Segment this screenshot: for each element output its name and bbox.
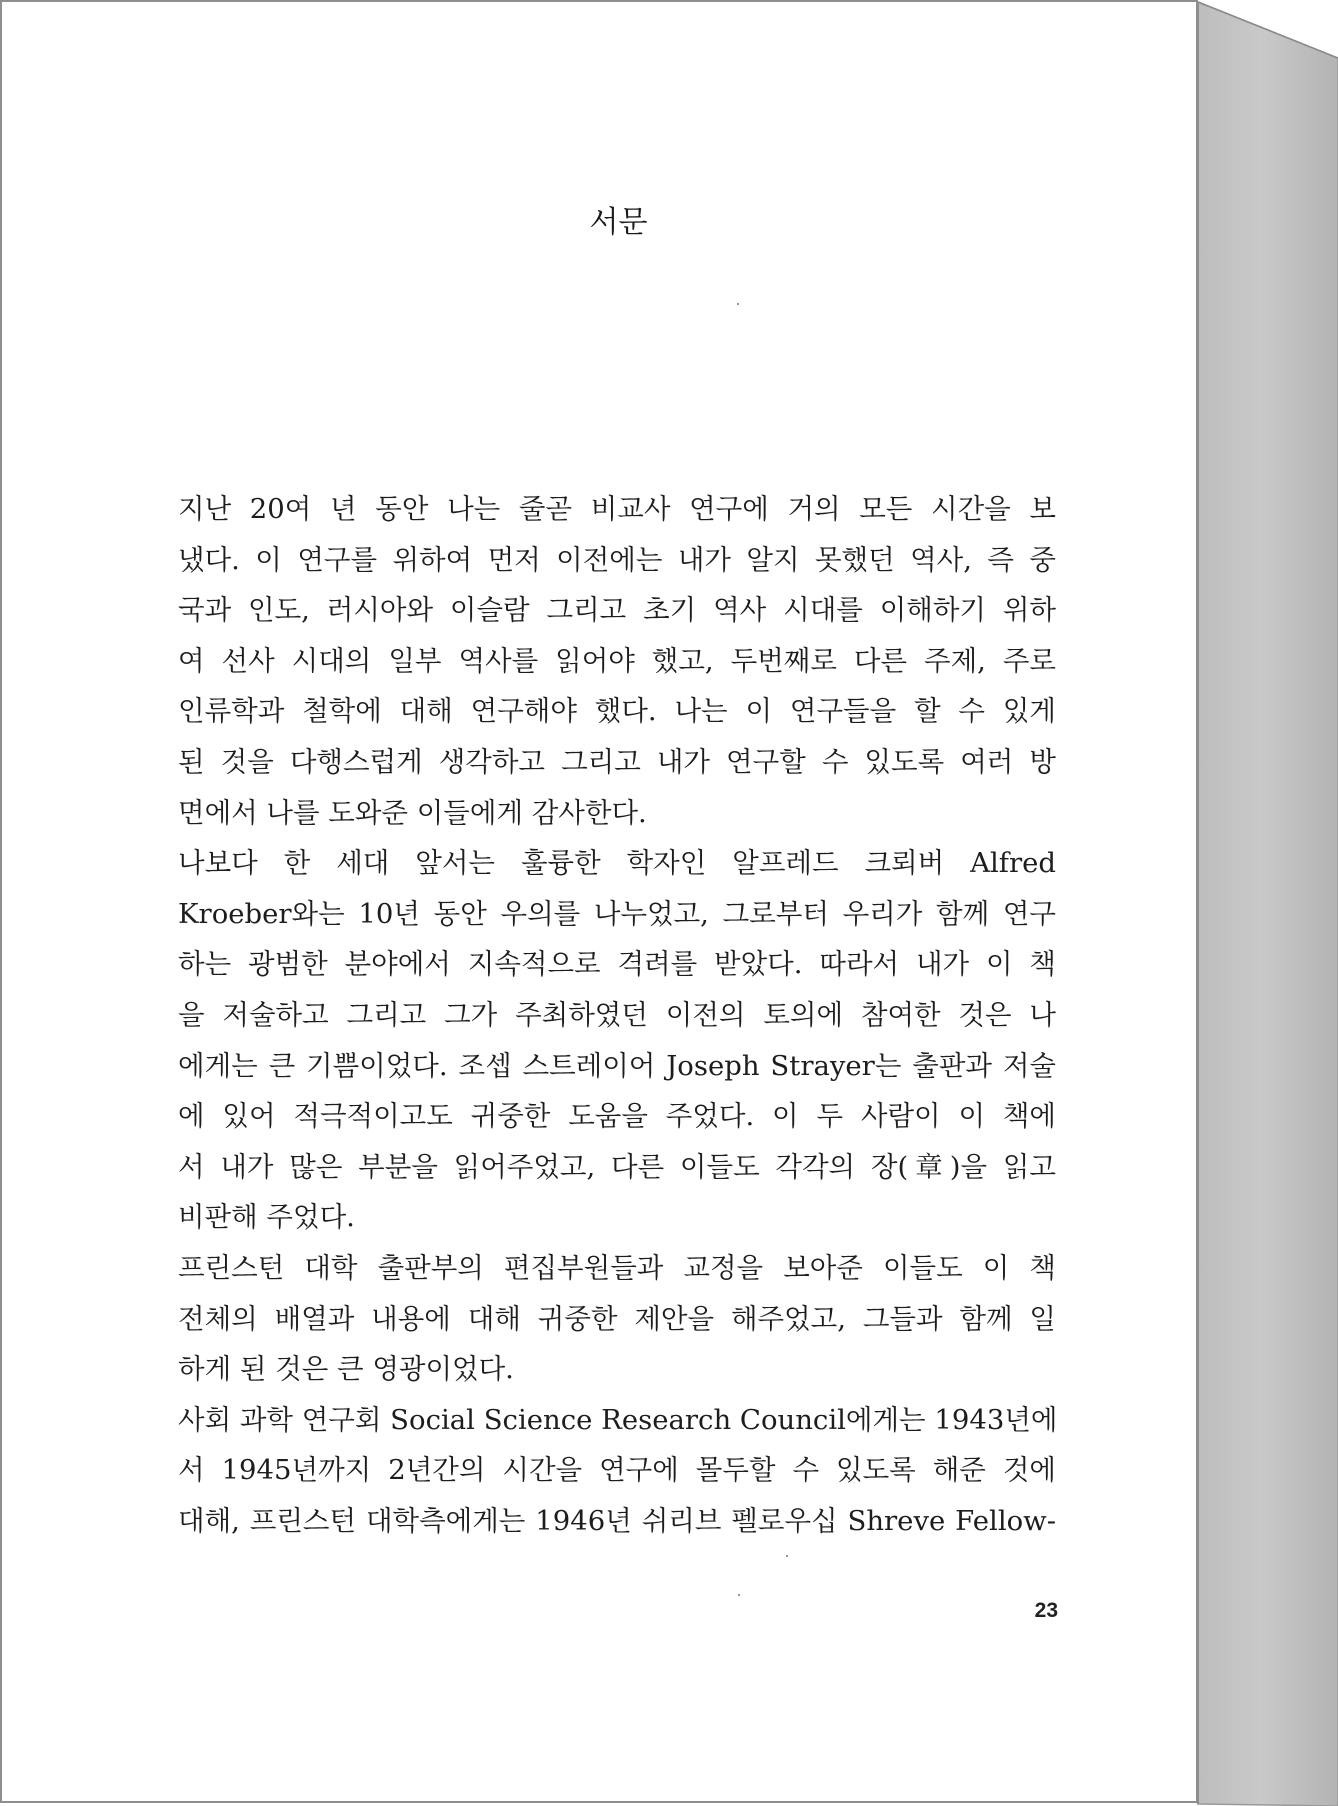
text-line: Kroeber와는 10년 동안 우의를 나누었고, 그로부터 우리가 함께 연구 (178, 897, 1056, 930)
text-line: 인류학과 철학에 대해 연구해야 했다. 나는 이 연구들을 할 수 있게 (178, 695, 1056, 728)
text-line: 비판해 주었다. (178, 1201, 355, 1234)
text-line: 에게는 큰 기쁨이었다. 조셉 스트레이어 Joseph Strayer는 출판과 저술 (178, 1049, 1056, 1082)
page-title: 서문 (589, 205, 648, 240)
text-line: 지난 20여 년 동안 나는 줄곧 비교사 연구에 거의 모든 시간을 보 (178, 493, 1056, 525)
text-line: 면에서 나를 도와준 이들에게 감사한다. (178, 796, 647, 829)
text-line: 에 있어 적극적이고도 귀중한 도움을 주었다. 이 두 사람이 이 책에 (178, 1100, 1056, 1133)
page-number: 23 (1034, 1599, 1058, 1622)
text-line: 서 내가 많은 부분을 읽어주었고, 다른 이들도 각각의 장(章)을 읽고 (178, 1150, 1056, 1183)
text-line: 프린스턴 대학 출판부의 편집부원들과 교정을 보아준 이들도 이 책 (178, 1251, 1056, 1284)
text-line: 대해, 프린스턴 대학측에게는 1946년 쉬리브 펠로우십 Shreve Fellow- (178, 1504, 1056, 1537)
scan-speck (737, 303, 739, 305)
text-line: 사회 과학 연구회 Social Science Research Council에게는 1943년에 (178, 1403, 1058, 1436)
text-line: 하게 된 것은 큰 영광이었다. (178, 1353, 514, 1386)
text-line: 나보다 한 세대 앞서는 훌륭한 학자인 알프레드 크뢰버 Alfred (178, 847, 1056, 880)
text-line: 전체의 배열과 내용에 대해 귀중한 제안을 해주었고, 그들과 함께 일 (178, 1302, 1056, 1335)
text-line: 서 1945년까지 2년간의 시간을 연구에 몰두할 수 있도록 해준 것에 (178, 1454, 1056, 1487)
scan-speck (738, 1594, 740, 1596)
text-line: 냈다. 이 연구를 위하여 먼저 이전에는 내가 알지 못했던 역사, 즉 중 (178, 543, 1056, 576)
text-line: 하는 광범한 분야에서 지속적으로 격려를 받았다. 따라서 내가 이 책 (178, 948, 1056, 981)
text-line: 여 선사 시대의 일부 역사를 읽어야 했고, 두번째로 다른 주제, 주로 (178, 644, 1056, 677)
text-line: 된 것을 다행스럽게 생각하고 그리고 내가 연구할 수 있도록 여러 방 (178, 745, 1056, 778)
text-line: 국과 인도, 러시아와 이슬람 그리고 초기 역사 시대를 이해하기 위하 (178, 594, 1056, 627)
scan-speck (786, 1555, 788, 1557)
text-line: 을 저술하고 그리고 그가 주최하였던 이전의 토의에 참여한 것은 나 (178, 998, 1056, 1031)
preface-body (178, 484, 1056, 1546)
